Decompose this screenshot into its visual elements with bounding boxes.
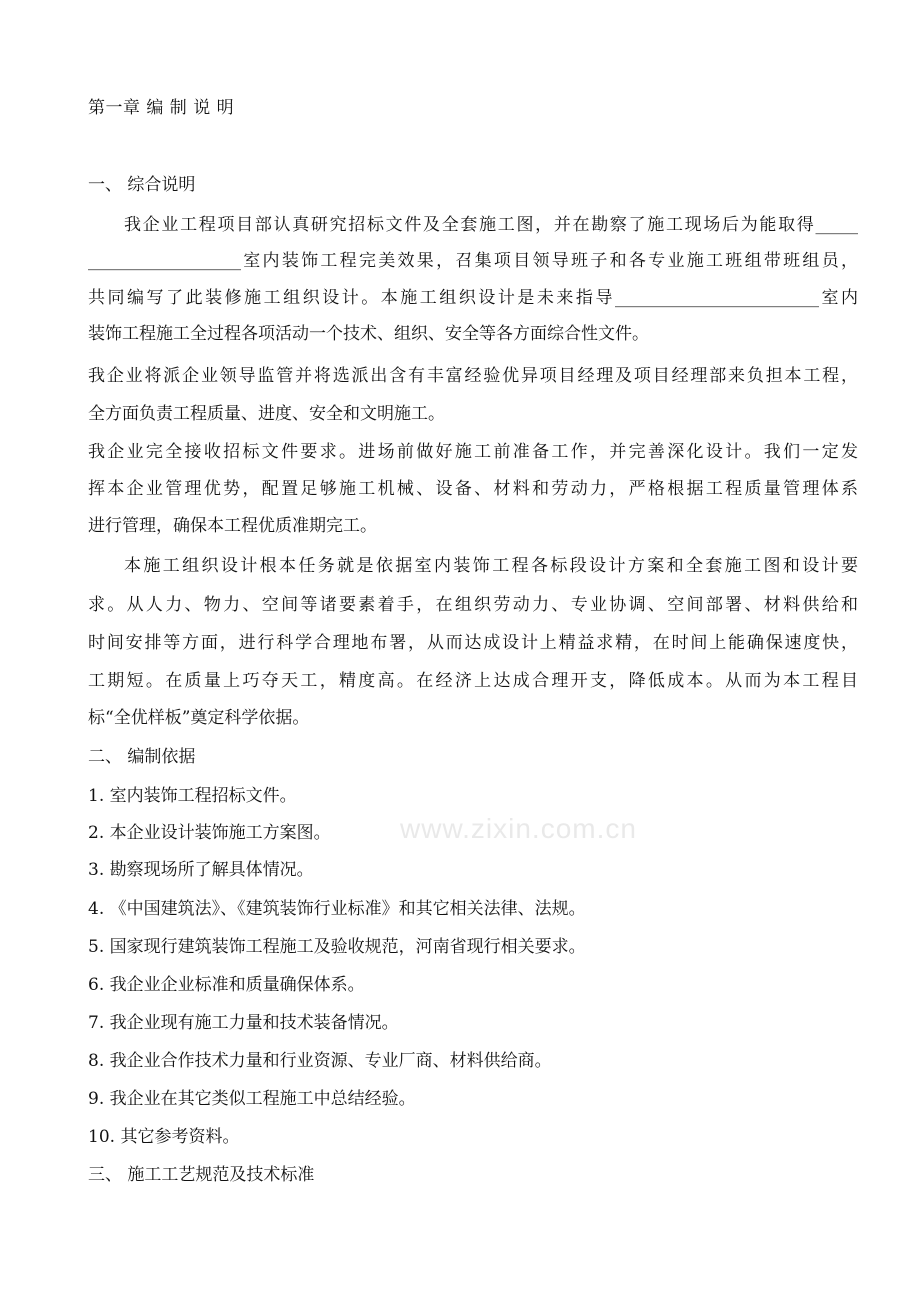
paragraph-line: 挥本企业管理优势，配置足够施工机械、设备、材料和劳动力，严格根据工程质量管理体系 — [88, 479, 858, 499]
paragraph-line: 时间安排等方面，进行科学合理地布署，从而达成设计上精益求精，在时间上能确保速度快， — [88, 633, 858, 653]
list-item: 4. 《中国建筑法》、《建筑装饰行业标准》和其它相关法律、法规。 — [88, 899, 586, 919]
watermark: www.zixin.com.cn — [400, 813, 637, 844]
paragraph-line: 全方面负责工程质量、进度、安全和文明施工。 — [88, 404, 445, 424]
paragraph-line: __________________室内装饰工程完美效果，召集项目领导班子和各专业施工班组带班组员， — [88, 251, 858, 271]
list-item: 7. 我企业现有施工力量和技术装备情况。 — [88, 1013, 399, 1033]
chapter-title: 第一章 编 制 说 明 — [88, 98, 235, 118]
list-item: 3. 勘察现场所了解具体情况。 — [88, 860, 314, 880]
list-item: 6. 我企业企业标准和质量确保体系。 — [88, 975, 365, 995]
paragraph-line: 本施工组织设计根本任务就是依据室内装饰工程各标段设计方案和全套施工图和设计要 — [124, 556, 858, 576]
paragraph-line: 我企业完全接收招标文件要求。进场前做好施工前准备工作，并完善深化设计。我们一定发 — [88, 442, 858, 462]
list-item: 2. 本企业设计装饰施工方案图。 — [88, 823, 331, 843]
paragraph-line: 我企业将派企业领导监管并将选派出含有丰富经验优异项目经理及项目经理部来负担本工程， — [88, 366, 858, 386]
list-item: 8. 我企业合作技术力量和行业资源、专业厂商、材料供给商。 — [88, 1051, 552, 1071]
list-item: 5. 国家现行建筑装饰工程施工及验收规范，河南省现行相关要求。 — [88, 937, 586, 957]
paragraph-line: 装饰工程施工全过程各项活动一个技术、组织、安全等各方面综合性文件。 — [88, 324, 649, 344]
section-heading-overview: 一、 综合说明 — [88, 175, 196, 195]
paragraph-line: 我企业工程项目部认真研究招标文件及全套施工图，并在勘察了施工现场后为能取得_____ — [124, 215, 858, 235]
paragraph-line: 共同编写了此装修施工组织设计。本施工组织设计是未来指导________________________室内 — [88, 288, 858, 308]
paragraph-line: 求。从人力、物力、空间等诸要素着手，在组织劳动力、专业协调、空间部署、材料供给和 — [88, 595, 858, 615]
paragraph-line: 进行管理，确保本工程优质准期完工。 — [88, 516, 377, 536]
paragraph-line: 工期短。在质量上巧夺天工，精度高。在经济上达成合理开支，降低成本。从而为本工程目 — [88, 671, 858, 691]
list-item: 9. 我企业在其它类似工程施工中总结经验。 — [88, 1089, 416, 1109]
list-item: 1. 室内装饰工程招标文件。 — [88, 786, 297, 806]
list-item: 10. 其它参考资料。 — [88, 1127, 240, 1147]
section-heading-basis: 二、 编制依据 — [88, 747, 196, 767]
paragraph-line: 标“全优样板”奠定科学依据。 — [88, 708, 310, 728]
section-heading-standards: 三、 施工工艺规范及技术标准 — [88, 1165, 315, 1185]
